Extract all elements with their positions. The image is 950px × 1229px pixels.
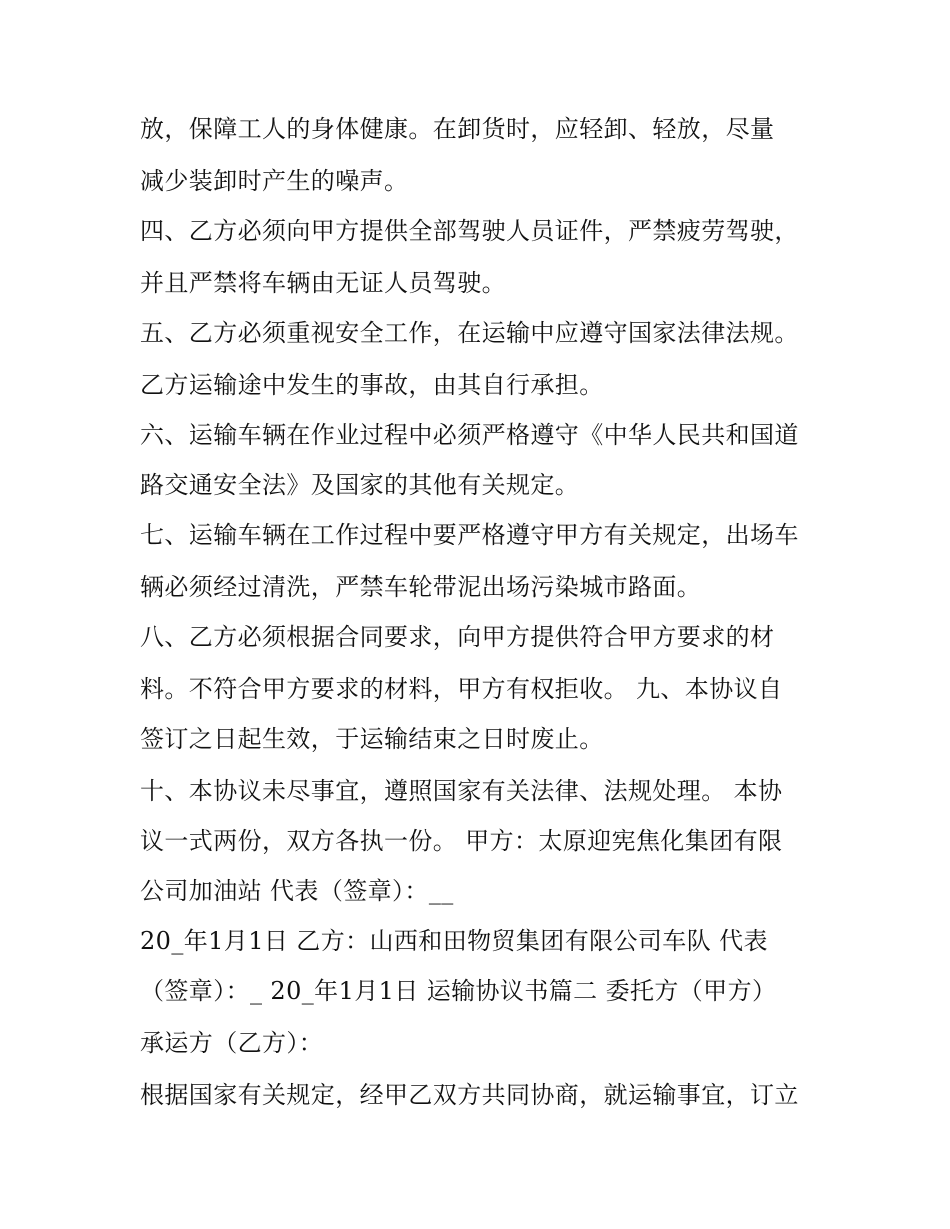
text-line: 八、乙方必须根据合同要求，向甲方提供符合甲方要求的材 bbox=[140, 623, 775, 651]
text-line: 料。不符合甲方要求的材料，甲方有权拒收。 九、本协议自 bbox=[140, 675, 783, 703]
text-line: 七、运输车辆在工作过程中要严格遵守甲方有关规定，出场车 bbox=[140, 521, 799, 549]
text-line: 五、乙方必须重视安全工作，在运输中应遵守国家法律法规。 bbox=[140, 319, 799, 347]
text-line: 乙方运输途中发生的事故，由其自行承担。 bbox=[140, 371, 604, 399]
text-line: 减少装卸时产生的噪声。 bbox=[140, 167, 409, 195]
text-line: 承运方（乙方）： bbox=[140, 1029, 324, 1057]
text-line: 路交通安全法》及国家的其他有关规定。 bbox=[140, 471, 580, 499]
text-line: 并且严禁将车辆由无证人员驾驶。 bbox=[140, 269, 506, 297]
text-line: 根据国家有关规定，经甲乙双方共同协商，就运输事宜，订立 bbox=[140, 1081, 799, 1109]
text-line: 辆必须经过清洗，严禁车轮带泥出场污染城市路面。 bbox=[140, 573, 702, 601]
text-line: 放，保障工人的身体健康。在卸货时，应轻卸、轻放，尽量 bbox=[140, 115, 775, 143]
text-line: 议一式两份，双方各执一份。 甲方：太原迎宪焦化集团有限 bbox=[140, 827, 783, 855]
text-line: 公司加油站 代表（签章）：__ bbox=[140, 877, 454, 905]
text-line: 四、乙方必须向甲方提供全部驾驶人员证件，严禁疲劳驾驶， bbox=[140, 217, 799, 245]
text-line: 六、运输车辆在作业过程中必须严格遵守《中华人民共和国道 bbox=[140, 421, 799, 449]
text-line: 签订之日起生效，于运输结束之日时废止。 bbox=[140, 725, 604, 753]
text-line: 十、本协议未尽事宜，遵照国家有关法律、法规处理。 本协 bbox=[140, 777, 783, 805]
text-line: 20_年1月1日 乙方：山西和田物贸集团有限公司车队 代表 bbox=[140, 927, 768, 955]
text-line: （签章）：_ 20_年1月1日 运输协议书篇二 委托方（甲方） bbox=[140, 977, 777, 1005]
